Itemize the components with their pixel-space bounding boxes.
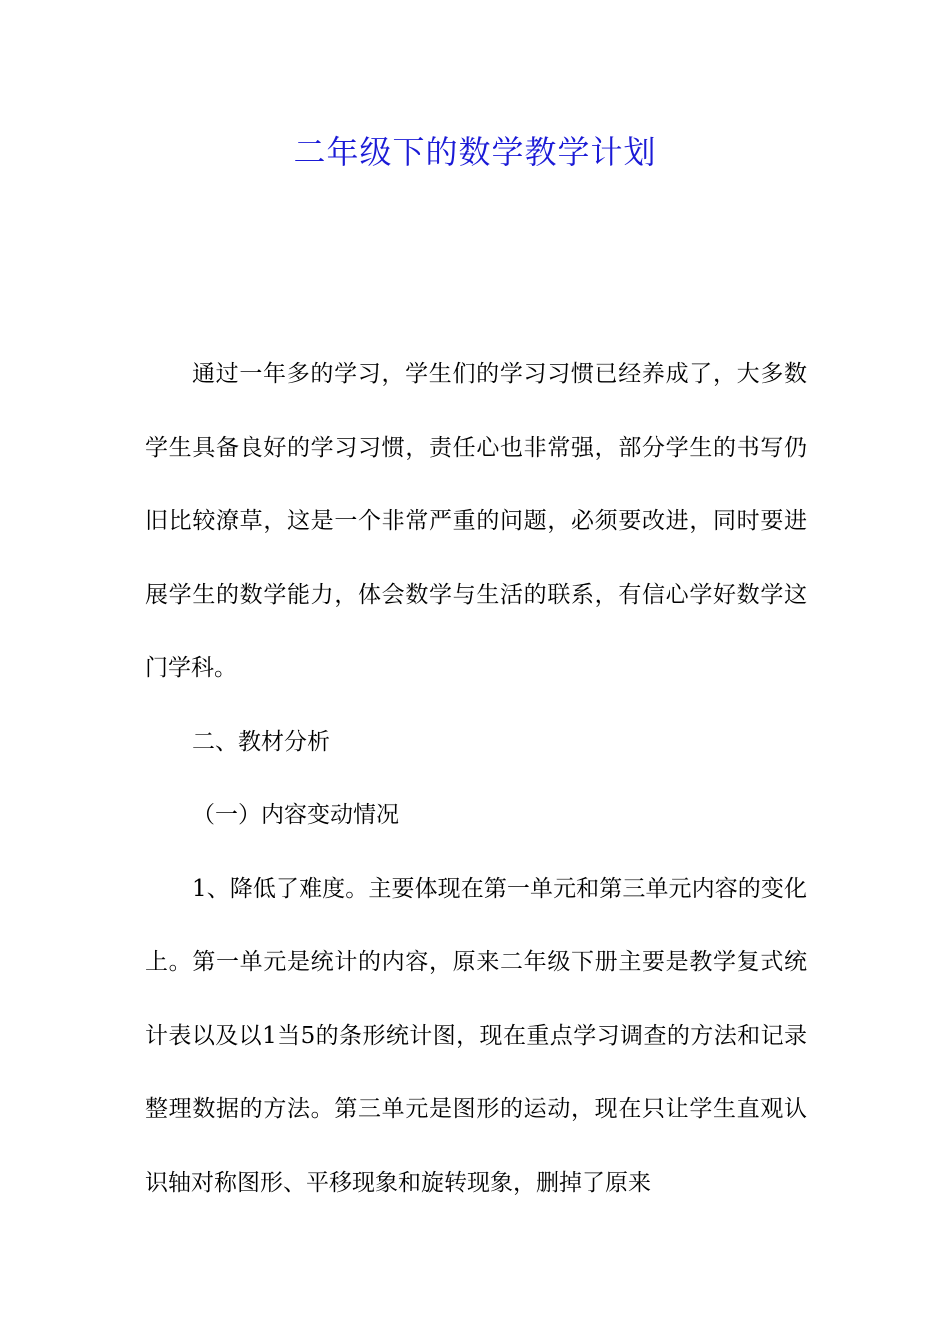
paragraph-difficulty-reduced: 1、降低了难度。主要体现在第一单元和第三单元内容的变化上。第一单元是统计的内容，原来二年级下册主要是教学复式统计表以及以1当5的条形统计图，现在重点学习调查的方法和记录整理数据的方法。第三单元是图形的运动，现在只让学生直观认识轴对称图形、平移现象和旋转现象，删掉了原来 [145, 875, 807, 1196]
subsection-heading-content-changes: （一）内容变动情况 [192, 802, 399, 828]
paragraph-intro: 通过一年多的学习，学生们的学习习惯已经养成了，大多数学生具备良好的学习习惯，责任心也非常强，部分学生的书写仍旧比较潦草，这是一个非常严重的问题，必须要改进，同时要进展学生的数学能力，体会数学与生活的联系，有信心学好数学这门学科。 [145, 361, 807, 681]
section-heading-textbook-analysis: 二、教材分析 [192, 728, 330, 755]
document-title: 二年级下的数学教学计划 [293, 133, 657, 171]
document-body [145, 338, 807, 1220]
